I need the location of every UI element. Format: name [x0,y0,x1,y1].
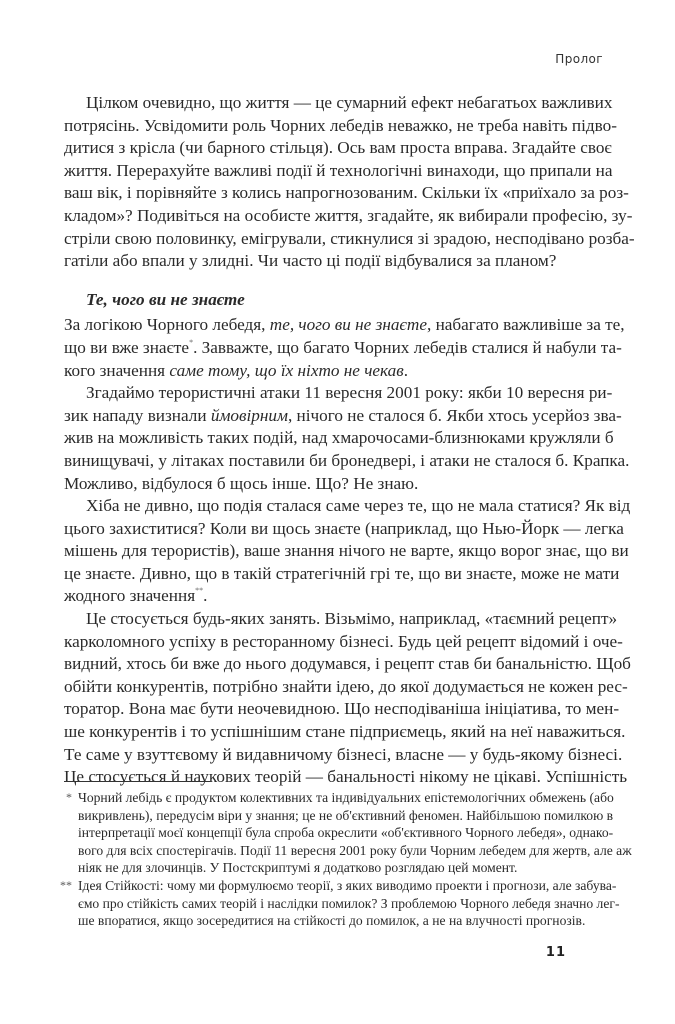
text-line [64,585,605,608]
text-line: жив на можливість таких подій, над хмарочосами-близнюками кружляли б [64,428,614,448]
text-line: стріли свою половинку, емігрували, стикнулися зі зрадою, несподівано розба- [64,228,635,248]
text-run: За логікою Чорного лебедя, [64,315,270,335]
text-line: Згадаймо терористичні атаки 11 вересня 2001 року: якби 10 вересня ри- [86,383,613,403]
text-line: Можливо, відбулося б щось інше. Що? Не знаю. [64,473,419,493]
text-line [64,360,605,383]
text-line: торатор. Вона має бути неочевидною. Що несподіваніша ініціатива, то мен- [64,699,620,719]
text-line: дитися з крісла (чи барного стільця). Ось вам проста вправа. Згадайте своє [64,138,612,158]
body-text [64,92,635,789]
page-number: 11 [545,945,566,960]
text-line: кладом»? Подивіться на особисте життя, згадайте, як вибирали професію, зу- [64,205,633,225]
footnote-line: ше впоратися, якщо зосередитися на стійкості до помилок, а не на влучності прогнозів. [78,913,586,929]
text-line: потрясінь. Усвідомити роль Чорних лебедів неважко, не треба навіть підво- [64,115,617,135]
text-run: жодного значення [64,586,196,606]
text-line: життя. Перерахуйте важливі події й технологічні винаходи, що припали на [64,160,613,180]
text-run: . Завважте, що багато Чорних лебедів сталися й набули та- [193,337,622,357]
text-line [64,405,622,428]
paragraph-5 [64,608,631,789]
emphasis-text: саме тому, що їх ніхто не чекав [169,360,404,380]
footnotes [50,789,632,930]
text-line: гатіли або впали у злидні. Чи часто ці події відбувалися за планом? [64,251,557,271]
text-run: кого значення [64,360,170,380]
paragraph-3 [64,382,630,495]
text-line: ваш вік, і порівняйте з колись напрогнозованим. Скільки їх «приїхало за роз- [64,183,629,203]
text-line: Це стосується й наукових теорій — банальності нікому не цікаві. Успішність [64,767,628,787]
footnote-line: інтерпретації моєї концепції була спроба окреслити «об'єктивного Чорного лебедя», однако- [78,825,614,841]
section-subheading: Те, чого ви не знаєте [86,289,245,309]
text-run: . [203,586,208,606]
text-line: видний, хтось би вже до нього додумався, і рецепт став би банальністю. Щоб [64,654,631,674]
text-run: . [403,360,408,380]
text-run: зик нападу визнали [64,405,211,425]
footnote-ref-2[interactable]: ** [195,586,204,596]
emphasis-text: те, чого ви не знаєте [269,315,427,335]
text-line: мішень для терористів), ваше знання нічого не варте, якщо ворог знає, що ви [64,541,629,561]
text-line [64,314,625,337]
footnote-line: Чорний лебідь є продуктом колективних та індивідуальних епістемологічних обмежень (або [78,790,614,805]
text-line: винищувачі, у літаках поставили би бронедвері, і атаки не сталося б. Крапка. [64,450,630,470]
footnote-line: викривлень), передусім віри у знання; це не об'єктивний феномен. Найбільшою помилкою в [78,807,614,823]
emphasis-text: ймовірним [210,405,288,425]
footnote-2 [50,877,620,930]
text-line: Хіба не дивно, що подія сталася саме через те, що не мала статися? Як від [86,496,631,516]
footnote-line: ніяк не для злочинців. У Постскриптумі я додатково розглядаю цей момент. [78,860,518,876]
paragraph-1 [64,92,635,273]
text-line: цього захиститися? Коли ви щось знаєте (наприклад, що Нью-Йорк — легка [64,518,624,538]
footnote-line: ємо про стійкість самих теорій і наслідки помилок? З проблемою Чорного лебедя значно лег- [78,895,620,911]
text-run: , набагато важливіше за те, [426,315,625,335]
footnote-1 [50,789,632,877]
footnote-separator [64,781,210,782]
footnote-marker: * [66,790,72,804]
footnote-marker: ** [60,877,72,892]
text-run: що ви вже знаєте [64,337,190,357]
running-head: Пролог [555,52,603,66]
text-line: це знаєте. Дивно, що в такій стратегічній грі те, що ви знаєте, може не мати [64,563,620,583]
text-line: Те саме у взуттєвому й видавничому бізнесі, власне — у будь-якому бізнесі. [64,744,623,764]
paragraph-2 [64,314,625,382]
text-run: , нічого не сталося б. Якби хтось усерйоз зва- [287,405,622,425]
text-line: ше конкурентів і то успішнішим стане підприємець, який на неї наважиться. [64,722,626,742]
footnote-line: вого для всіх спостерігачів. Події 11 вересня 2001 року були Чорним лебедем для жертв, але аж [78,842,632,858]
text-line: обійти конкурентів, потрібно знайти ідею, до якої додумається не кожен рес- [64,676,628,696]
text-line: Це стосується будь-яких занять. Візьмімо, наприклад, «таємний рецепт» [86,609,618,629]
text-line: карколомного успіху в ресторанному бізнесі. Будь цей рецепт відомий і оче- [64,631,623,651]
footnote-line: Ідея Стійкості: чому ми формулюємо теорії, з яких виводимо проекти і прогнози, але забува- [78,877,617,893]
paragraph-4 [64,495,631,608]
footnote-ref-1[interactable]: * [189,337,194,347]
text-line: Цілком очевидно, що життя — це сумарний ефект небагатьох важливих [86,93,613,112]
text-line [64,337,622,360]
